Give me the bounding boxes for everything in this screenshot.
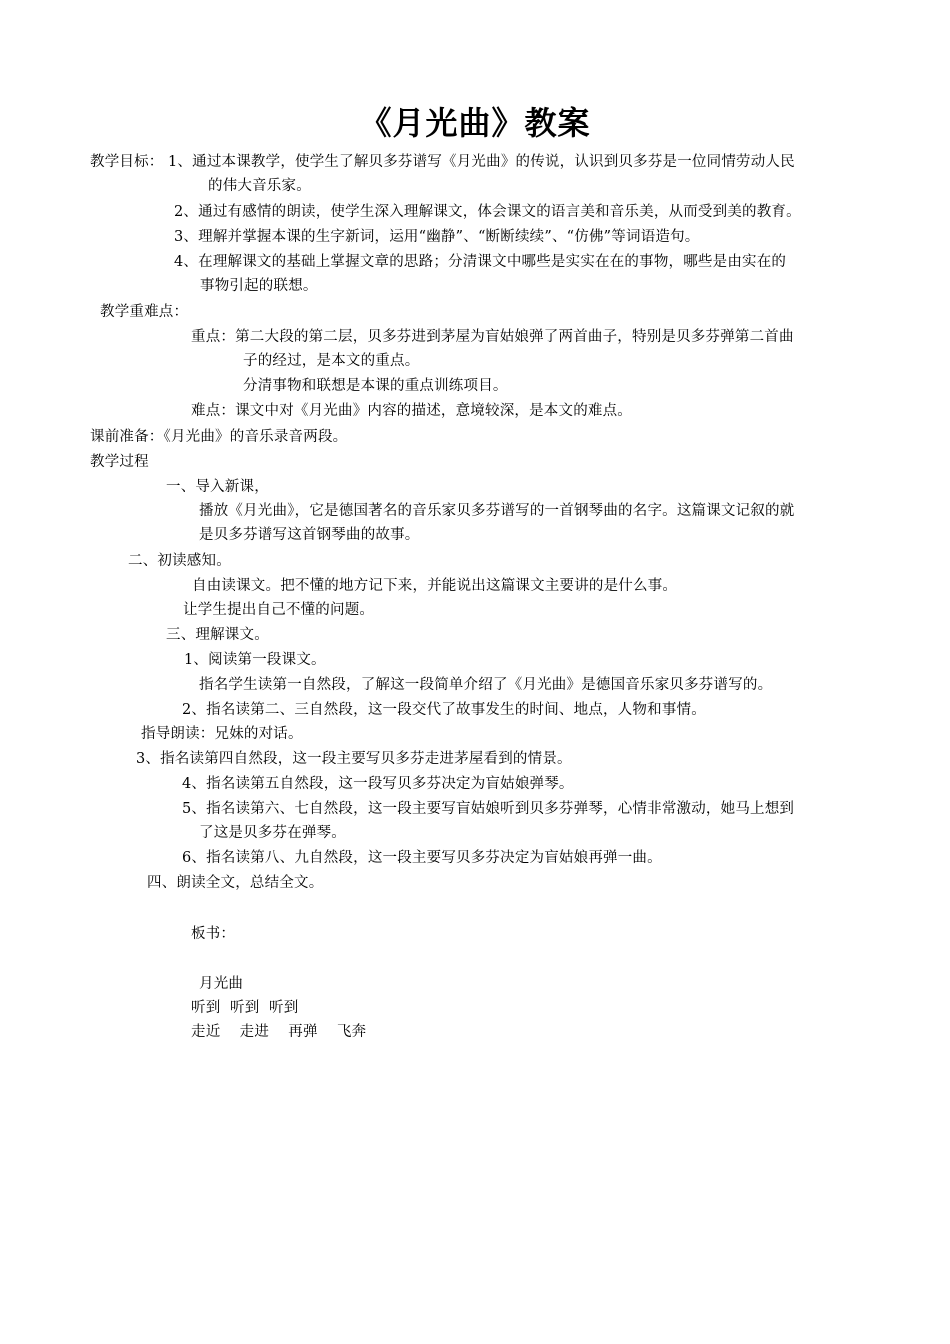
step-3: 3、指名读第四自然段，这一段主要写贝多芬走进茅屋看到的情景。	[136, 751, 572, 767]
step-5-line-2: 了这是贝多芬在弹琴。	[199, 825, 346, 841]
step-5-line-1: 5、指名读第六、七自然段，这一段主要写盲姑娘听到贝多芬弹琴，心情非常激动，她马上想到	[182, 801, 795, 817]
section-2-line-1: 自由读课文。把不懂的地方记下来，并能说出这篇课文主要讲的是什么事。	[192, 578, 678, 594]
document-title: 《月光曲》教案	[359, 104, 591, 142]
preparation-line: 课前准备：《月光曲》的音乐录音两段。	[90, 429, 348, 445]
section-2-line-2: 让学生提出自己不懂的问题。	[183, 602, 375, 618]
board-row-2: 走近 走进 再弹 飞奔	[191, 1024, 367, 1040]
section-2-title: 二、初读感知。	[128, 553, 231, 569]
step-2-detail: 指导朗读：兄妹的对话。	[141, 726, 303, 742]
step-1: 1、阅读第一段课文。	[184, 652, 326, 668]
section-4-title: 四、朗读全文，总结全文。	[147, 875, 324, 891]
objectives-label: 教学目标：	[90, 154, 164, 170]
section-1-title: 一、导入新课，	[166, 479, 269, 495]
objective-4-line-2: 事物引起的联想。	[200, 278, 318, 294]
board-heading: 月光曲	[199, 976, 244, 992]
difficulty-line: 难点：课文中对《月光曲》内容的描述，意境较深，是本文的难点。	[191, 403, 632, 419]
process-label: 教学过程	[90, 454, 149, 470]
focus-line-3: 分清事物和联想是本课的重点训练项目。	[243, 378, 508, 394]
step-4: 4、指名读第五自然段，这一段写贝多芬决定为盲姑娘弹琴。	[182, 776, 574, 792]
objective-4-line-1: 4、在理解课文的基础上掌握文章的思路；分清课文中哪些是实实在在的事物，哪些是由实在的	[174, 254, 787, 270]
step-6: 6、指名读第八、九自然段，这一段主要写贝多芬决定为盲姑娘再弹一曲。	[182, 850, 662, 866]
objective-1-line-2: 的伟大音乐家。	[208, 178, 311, 194]
section-1-line-1: 播放《月光曲》，它是德国著名的音乐家贝多芬谱写的一首钢琴曲的名字。这篇课文记叙的就	[199, 503, 795, 519]
focus-line-2: 子的经过，是本文的重点。	[243, 353, 420, 369]
focus-line-1: 重点：第二大段的第二层，贝多芬进到茅屋为盲姑娘弹了两首曲子，特别是贝多芬弹第二首曲	[191, 329, 794, 345]
objective-3: 3、理解并掌握本课的生字新词，运用“幽静”、“断断续续”、“仿佛”等词语造句。	[174, 229, 700, 245]
objective-1-line-1: 1、通过本课教学，使学生了解贝多芬谱写《月光曲》的传说，认识到贝多芬是一位同情劳动人民	[168, 154, 795, 170]
board-label: 板书：	[191, 926, 236, 942]
step-2: 2、指名读第二、三自然段，这一段交代了故事发生的时间、地点，人物和事情。	[182, 702, 706, 718]
key-points-label: 教学重难点：	[100, 304, 189, 320]
section-1-line-2: 是贝多芬谱写这首钢琴曲的故事。	[199, 527, 420, 543]
step-1-detail: 指名学生读第一自然段，了解这一段简单介绍了《月光曲》是德国音乐家贝多芬谱写的。	[199, 677, 773, 693]
objective-2: 2、通过有感情的朗读，使学生深入理解课文，体会课文的语言美和音乐美，从而受到美的教育。	[174, 204, 801, 220]
board-row-1: 听到 听到 听到	[191, 1000, 299, 1016]
section-3-title: 三、理解课文。	[166, 627, 269, 643]
